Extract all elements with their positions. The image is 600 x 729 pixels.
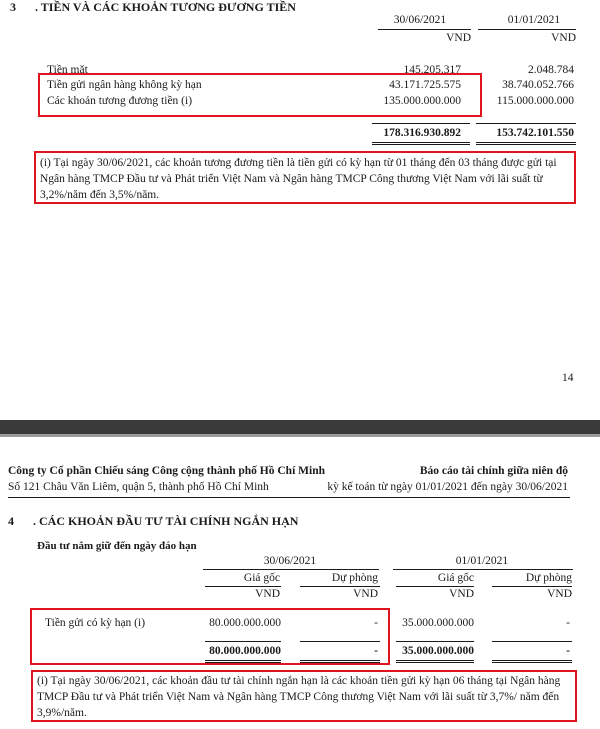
- currency-vnd-a: VND: [255, 588, 280, 600]
- section-4-number: 4: [8, 514, 14, 528]
- col-header-01-01-2021: 01/01/2021: [507, 14, 561, 26]
- total-2021-06: 178.316.930.892: [383, 127, 461, 139]
- section-3-title: . TIỀN VÀ CÁC KHOẢN TƯƠNG ĐƯƠNG TIỀN: [35, 0, 296, 14]
- company-name: Công ty Cổ phần Chiếu sáng Công cộng thành phố Hồ Chí Minh: [8, 465, 325, 477]
- row-value-tuong-duong-2021-06: 135.000.000.000: [383, 95, 461, 107]
- row-value-tien-gui-2021-06: 43.171.725.575: [389, 79, 461, 91]
- row-label-tien-mat: Tiền mặt: [47, 64, 88, 76]
- note-page-2: (i) Tại ngày 30/06/2021, các khoản đầu tư tài chính ngắn hạn là các khoản tiền gửi kỳ hạn 06 tháng tại Ngân hàng TMCP Đầu tư và Phát triển Việt Nam và Ngân hàng TMCP Công thương Việt Nam với lãi suất từ 3,7%/ năm đến 3,9%/năm.: [37, 675, 561, 719]
- report-title: Báo cáo tài chính giữa niên độ: [419, 465, 568, 477]
- currency-vnd-c: VND: [449, 588, 474, 600]
- row-value-tien-mat-2021-06: 145.205.317: [403, 64, 461, 76]
- total-2021-01: 153.742.101.550: [496, 127, 574, 139]
- row-value-tien-gui-2021-01: 38.740.052.766: [502, 79, 574, 91]
- total-du-phong-2021-06: -: [374, 645, 378, 657]
- row-label-tien-gui-co-ky-han: Tiền gửi có kỳ hạn (i): [45, 617, 146, 629]
- col-header-gia-goc-1: Giá gốc: [243, 572, 280, 584]
- subsection-title: Đầu tư nắm giữ đến ngày đáo hạn: [37, 540, 197, 552]
- page-number: 14: [562, 372, 574, 384]
- section-4-title: . CÁC KHOẢN ĐẦU TƯ TÀI CHÍNH NGẮN HẠN: [33, 514, 299, 528]
- date-header-30-06-2021: 30/06/2021: [263, 555, 317, 567]
- section-3-number: 3: [10, 0, 16, 14]
- col-header-gia-goc-2: Giá gốc: [437, 572, 474, 584]
- currency-vnd-d: VND: [547, 588, 572, 600]
- row-value-du-phong-2021-01: -: [566, 617, 570, 629]
- highlight-box-rows: [38, 73, 482, 117]
- row-value-tuong-duong-2021-01: 115.000.000.000: [496, 95, 574, 107]
- row-value-gia-goc-2021-01: 35.000.000.000: [402, 617, 474, 629]
- row-value-du-phong-2021-06: -: [374, 617, 378, 629]
- highlight-box-note-2: [31, 670, 577, 722]
- row-value-tien-mat-2021-01: 2.048.784: [528, 64, 574, 76]
- total-gia-goc-2021-06: 80.000.000.000: [209, 645, 281, 657]
- row-label-tien-gui-khong-ky-han: Tiền gửi ngân hàng không kỳ hạn: [47, 79, 202, 91]
- col-header-du-phong-2: Dự phòng: [525, 572, 572, 584]
- currency-vnd-1: VND: [446, 32, 471, 44]
- highlight-box-investment: [30, 608, 390, 665]
- total-du-phong-2021-01: -: [566, 645, 570, 657]
- col-header-30-06-2021: 30/06/2021: [393, 14, 447, 26]
- company-address: Số 121 Châu Văn Liêm, quận 5, thành phố Hồ Chí Minh: [8, 481, 269, 493]
- col-header-du-phong-1: Dự phòng: [331, 572, 378, 584]
- total-gia-goc-2021-01: 35.000.000.000: [402, 645, 474, 657]
- row-value-gia-goc-2021-06: 80.000.000.000: [209, 617, 281, 629]
- page-separator-shadow: [0, 434, 600, 437]
- highlight-box-note-1: [34, 151, 576, 204]
- page-separator: [0, 420, 600, 434]
- row-label-tuong-duong-tien: Các khoản tương đương tiền (i): [47, 95, 193, 107]
- report-period: kỳ kế toán từ ngày 01/01/2021 đến ngày 30/06/2021: [327, 481, 568, 493]
- currency-vnd-b: VND: [353, 588, 378, 600]
- currency-vnd-2: VND: [551, 32, 576, 44]
- date-header-01-01-2021: 01/01/2021: [455, 555, 509, 567]
- note-page-1: (i) Tại ngày 30/06/2021, các khoản tương đương tiền là tiền gửi có kỳ hạn từ 01 tháng đến 03 tháng được gửi tại Ngân hàng TMCP Đầu tư và Phát triển Việt Nam và Ngân hàng TMCP Công thương Việt Nam với lãi suất từ 3,2%/năm đến 3,5%/năm.: [40, 157, 557, 201]
